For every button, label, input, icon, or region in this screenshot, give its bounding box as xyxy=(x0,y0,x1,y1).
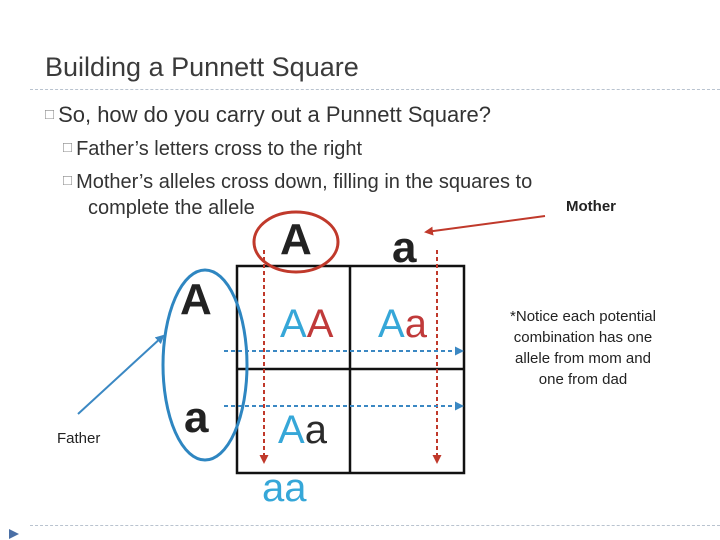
slide-title: Building a Punnett Square xyxy=(45,52,359,82)
father-allele-2: a xyxy=(184,393,209,442)
punnett-grid xyxy=(237,266,464,473)
square-bullet-icon: □ xyxy=(63,172,73,189)
cell-second-allele: A xyxy=(306,302,334,346)
notice-text: *Notice each potential combination has one allele from mom and one from dad xyxy=(510,308,656,388)
bullet-text: Mother’s alleles cross down, filling in the squares to xyxy=(76,171,533,193)
cell-first-allele: A xyxy=(378,302,405,346)
square-bullet-icon: □ xyxy=(63,139,73,156)
mother-pointer-arrow xyxy=(426,216,545,232)
father-allele-1: A xyxy=(180,275,212,324)
punnett-cell-aa xyxy=(262,468,307,508)
cell-first-allele: a xyxy=(262,466,285,510)
bullet-text: Father’s letters cross to the right xyxy=(76,138,363,160)
slide-nav-arrow-icon[interactable] xyxy=(8,528,20,540)
father-label: Father xyxy=(57,430,101,447)
mother-allele-2: a xyxy=(392,223,417,272)
cell-second-allele: a xyxy=(284,466,307,510)
square-bullet-icon: □ xyxy=(45,106,55,123)
punnett-cell-Aa-bottom xyxy=(278,410,327,450)
mother-allele-1: A xyxy=(280,215,312,264)
cell-second-allele: a xyxy=(304,408,327,452)
father-pointer-arrow xyxy=(78,336,163,414)
punnett-cell-AA xyxy=(280,304,333,344)
punnett-cell-Aa-top xyxy=(378,304,427,344)
cell-first-allele: A xyxy=(278,408,305,452)
cell-second-allele: a xyxy=(404,302,427,346)
cell-first-allele: A xyxy=(280,302,307,346)
mother-label: Mother xyxy=(566,198,616,215)
bullet-mother-continued: complete the allele xyxy=(88,197,255,219)
footer-divider xyxy=(30,525,720,526)
bullet-text: So, how do you carry out a Punnett Square? xyxy=(58,102,492,127)
